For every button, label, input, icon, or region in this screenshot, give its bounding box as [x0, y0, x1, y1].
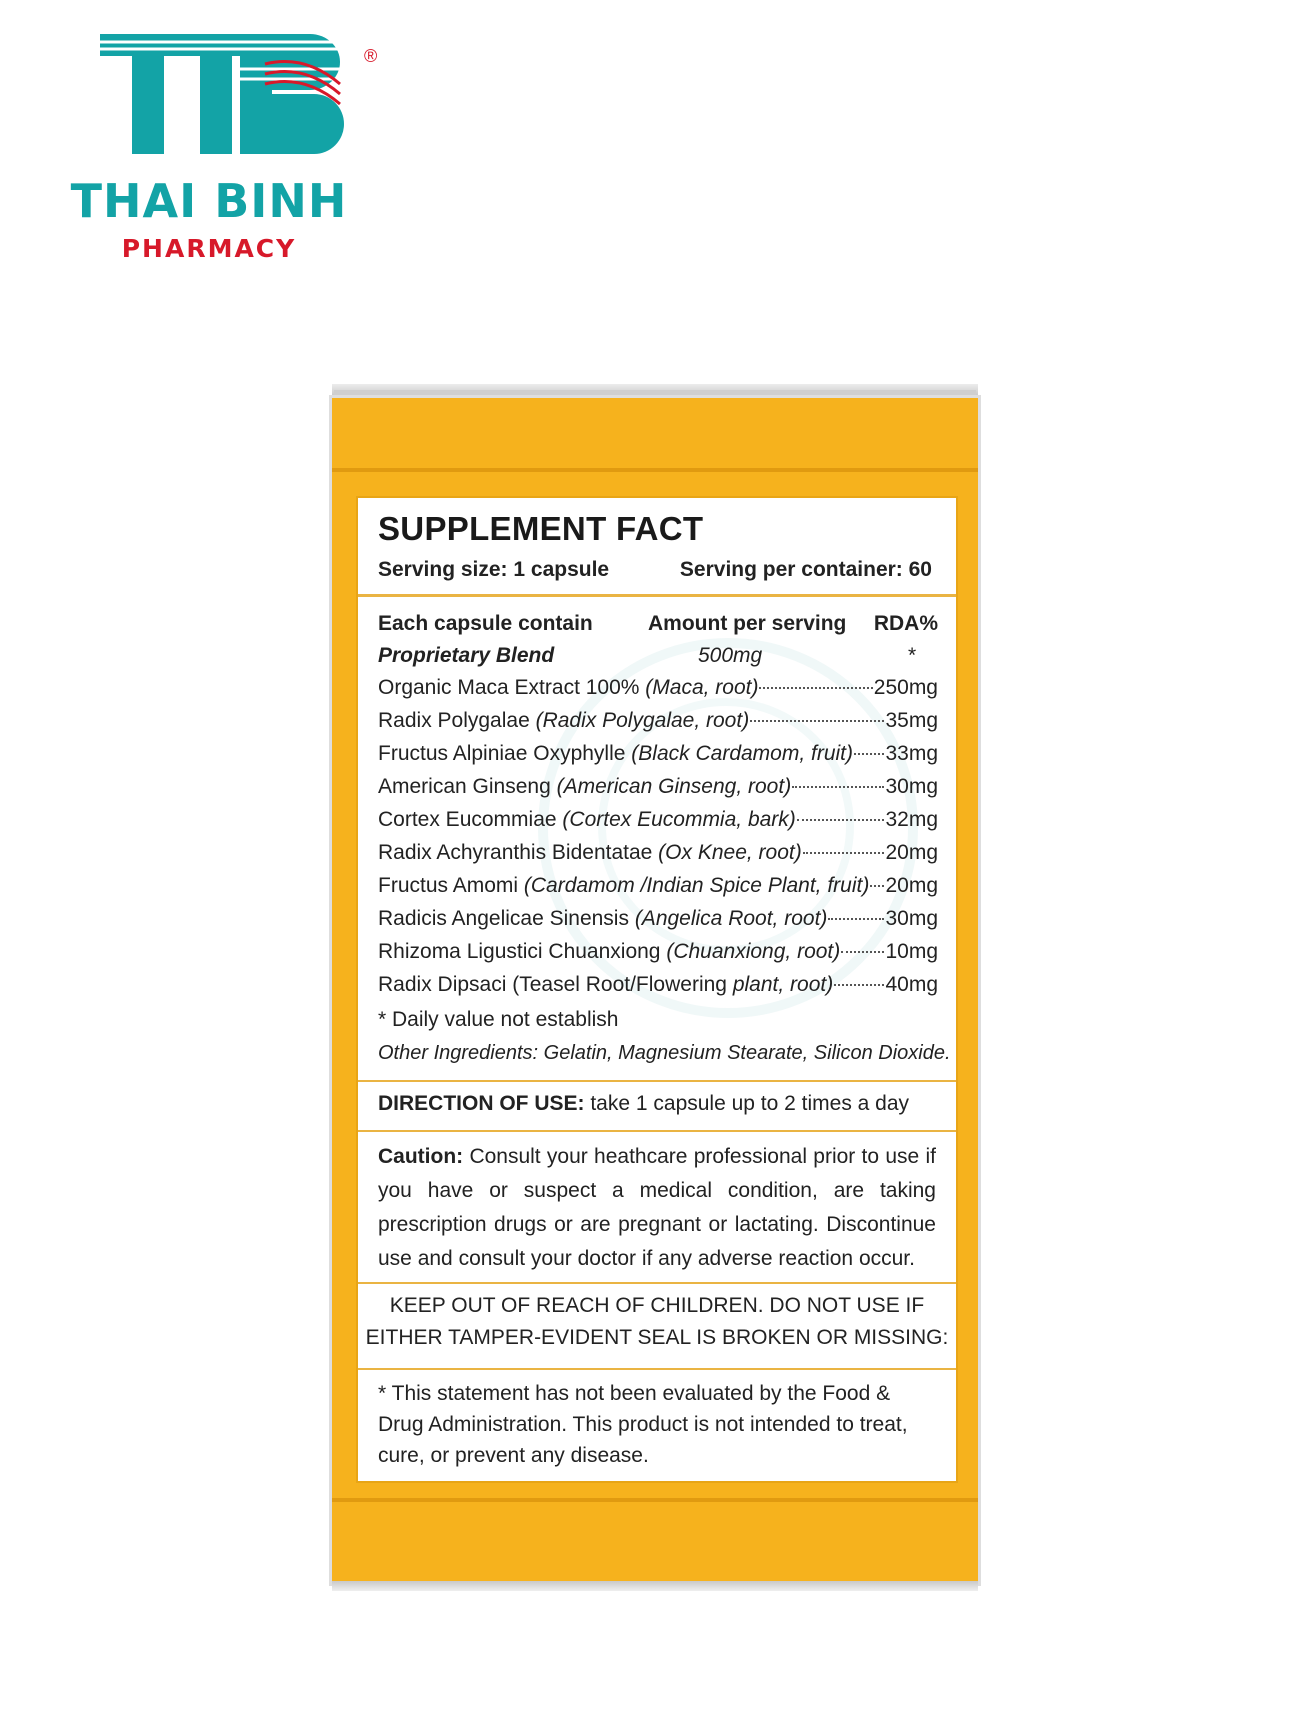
ingredient-amount: 20mg: [885, 874, 938, 897]
ingredient-name: Cortex Eucommiae: [378, 808, 563, 831]
ingredient-source: (Black Cardamom, fruit): [631, 742, 854, 765]
ingredient-source: (Chuanxiong, root): [666, 940, 841, 963]
ingredient-row: [378, 973, 938, 1003]
ingredient-name: Radix Dipsaci (Teasel Root/Flowering: [378, 973, 733, 996]
fda-disclaimer: * This statement has not been evaluated by the Food & Drug Administration. This product is not intended to treat, cure, or prevent any disease.: [378, 1382, 908, 1467]
direction-label: DIRECTION OF USE:: [378, 1092, 585, 1115]
dot-leader: [854, 753, 884, 755]
ttb-logo-icon: [100, 34, 350, 154]
ingredient-source: (American Ginseng, root): [556, 775, 792, 798]
ingredient-row: [378, 742, 938, 772]
ingredient-row: [378, 907, 938, 937]
ingredient-amount: 30mg: [885, 907, 938, 930]
serving-size: Serving size: 1 capsule: [378, 558, 610, 581]
ingredient-name: Organic Maca Extract 100%: [378, 676, 646, 699]
brand-logo: [44, 26, 378, 263]
divider-warning: [358, 1282, 956, 1284]
ingredient-source: (Cardamom /Indian Spice Plant, fruit): [523, 874, 870, 897]
supplement-facts-panel: [356, 496, 958, 1483]
direction-of-use: [378, 1092, 909, 1116]
ingredient-name: Radix Achyranthis Bidentatae: [378, 841, 659, 864]
brand-name: THAI BINH: [70, 174, 348, 228]
blend-amount: 500mg: [698, 644, 763, 667]
ingredient-name: Radix Polygalae: [378, 709, 536, 732]
ingredient-name: Fructus Alpiniae Oxyphylle: [378, 742, 632, 765]
ingredient-row: [378, 808, 938, 838]
ingredient-amount: 20mg: [885, 841, 938, 864]
ingredient-amount: 33mg: [885, 742, 938, 765]
col-each-capsule: Each capsule contain: [378, 612, 593, 635]
other-ingredients: Other Ingredients: Gelatin, Magnesium Stearate, Silicon Dioxide.: [378, 1042, 951, 1064]
brand-subtitle: PHARMACY: [121, 234, 297, 263]
dot-leader: [828, 918, 884, 920]
ingredient-source: (Radix Polygalae, root): [535, 709, 750, 732]
registered-mark: ®: [364, 46, 378, 66]
dot-leader: [870, 885, 884, 887]
divider-disclaimer: [358, 1368, 956, 1370]
ingredient-amount: 250mg: [873, 676, 938, 699]
ingredient-row: [378, 874, 938, 904]
blend-rda: *: [908, 644, 917, 667]
ingredient-source: (Ox Knee, root): [658, 841, 802, 864]
serving-per-container: Serving per container: 60: [679, 558, 932, 581]
ingredient-source: (Cortex Eucommia, bark): [562, 808, 796, 831]
ingredient-row: [378, 676, 938, 706]
ingredient-source: plant, root): [732, 973, 834, 996]
daily-value-note: * Daily value not establish: [378, 1008, 619, 1031]
caution-text: Consult your heathcare professional prior to use if you have or suspect a medical condition, are taking prescription drugs or are pregnant or lactating. Discontinue use and consult your doctor if any adverse reaction occur.: [378, 1145, 936, 1270]
ingredient-name: Rhizoma Ligustici Chuanxiong: [378, 940, 667, 963]
caution-label: Caution:: [378, 1145, 464, 1168]
blend-name: Proprietary Blend: [378, 644, 555, 667]
divider-caution: [358, 1130, 956, 1132]
ingredient-amount: 40mg: [885, 973, 938, 996]
ingredient-name: Fructus Amomi: [378, 874, 524, 897]
dot-leader: [797, 819, 885, 821]
ingredient-row: [378, 841, 938, 871]
dot-leader: [750, 720, 884, 722]
warning-line-2: EITHER TAMPER-EVIDENT SEAL IS BROKEN OR MISSING:: [365, 1326, 949, 1349]
ingredient-row: [378, 940, 938, 970]
divider-header: [358, 594, 956, 597]
col-rda: RDA%: [873, 612, 938, 635]
divider-direction: [358, 1080, 956, 1082]
band-line-bottom: [332, 1498, 978, 1502]
ingredient-amount: 32mg: [885, 808, 938, 831]
caution-paragraph: [378, 1140, 936, 1276]
ingredient-name: Radicis Angelicae Sinensis: [378, 907, 635, 930]
ingredient-amount: 35mg: [885, 709, 938, 732]
ingredient-amount: 30mg: [885, 775, 938, 798]
direction-text: take 1 capsule up to 2 times a day: [584, 1092, 910, 1115]
warning-line-1: KEEP OUT OF REACH OF CHILDREN. DO NOT USE IF: [389, 1294, 925, 1317]
ingredient-row: [378, 709, 938, 739]
band-line-top: [332, 468, 978, 472]
dot-leader: [803, 852, 885, 854]
box-bottom-edge: [332, 1581, 978, 1591]
ingredient-row: [378, 775, 938, 805]
ingredient-source: (Maca, root): [645, 676, 759, 699]
dot-leader: [792, 786, 884, 788]
col-amount: Amount per serving: [648, 612, 847, 635]
facts-title: SUPPLEMENT FACT: [378, 510, 704, 547]
dot-leader: [841, 951, 884, 953]
dot-leader: [834, 984, 884, 986]
ingredient-source: (Angelica Root, root): [634, 907, 828, 930]
product-box-side: [332, 398, 978, 1583]
ingredient-name: American Ginseng: [378, 775, 557, 798]
ingredient-amount: 10mg: [885, 940, 938, 963]
dot-leader: [759, 687, 872, 689]
